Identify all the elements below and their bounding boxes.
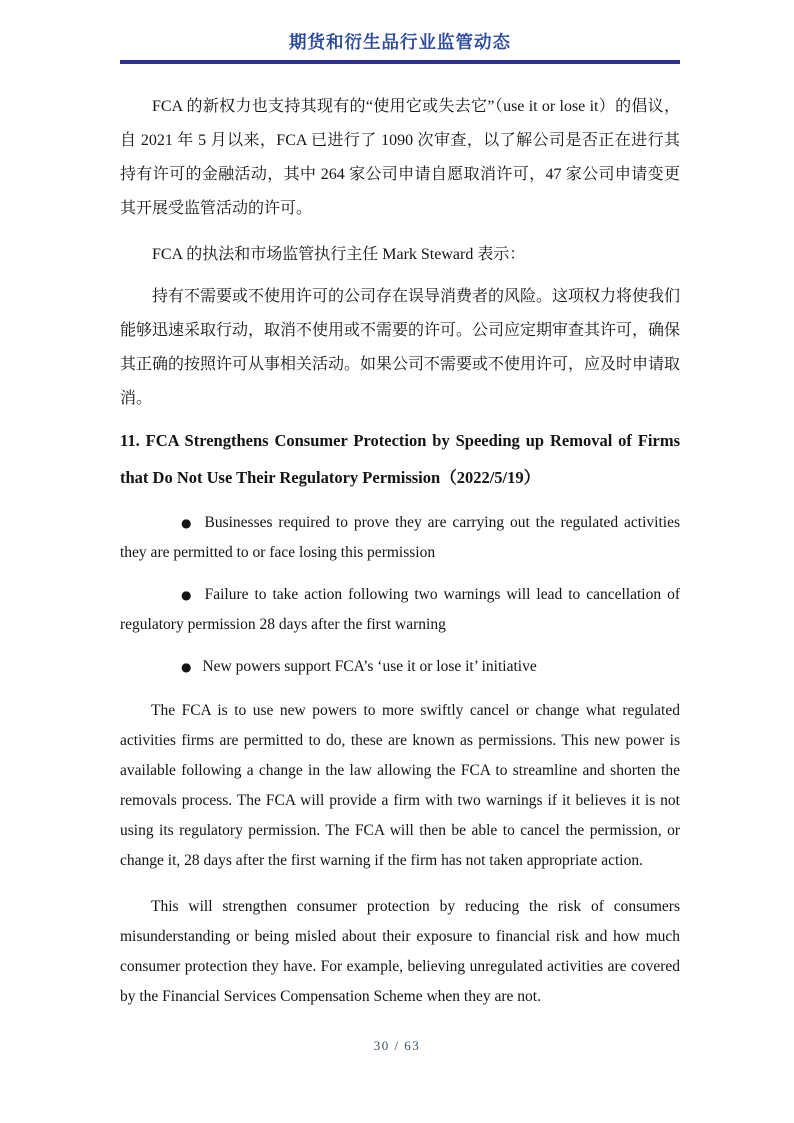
paragraph-en-consumer-protection: This will strengthen consumer protection by reducing the risk of consumers misunderstanding or being misled about their exposure to financial risk and how much consumer protection they have. For example, believing unregulated activities are covered by the Financial Services Compensation Scheme when they are not. — [120, 898, 680, 1005]
bullet-icon: ● — [181, 588, 194, 602]
bullet-text: Businesses required to prove they are carrying out the regulated activities they are permitted to or face losing this permission — [120, 514, 680, 561]
section-heading-11: 11. FCA Strengthens Consumer Protection by Speeding up Removal of Firms that Do Not Use Their Regulatory Permission（2022/5/19） — [120, 431, 680, 487]
paragraph-cn-quote: 持有不需要或不使用许可的公司存在误导消费者的风险。这项权力将使我们能够迅速采取行动，取消不使用或不需要的许可。公司应定期审查其许可，确保其正确的按照许可从事相关活动。如果公司不需要或不使用许可，应及时申请取消。 — [120, 288, 681, 407]
paragraph-cn-fca-powers: FCA 的新权力也支持其现有的“使用它或失去它”（use it or lose it）的倡议，自 2021 年 5 月以来，FCA 已进行了 1090 次审查，以了解公司是否正在进行其持有许可的金融活动，其中 264 家公司申请自愿取消许可，47 家公司申请变更其开展受监管活动的许可。 — [120, 98, 680, 217]
bullet-text: Failure to take action following two warnings will lead to cancellation of regulatory permission 28 days after the first warning — [120, 586, 680, 633]
header-divider — [120, 60, 680, 64]
bullet-item — [120, 580, 680, 640]
paragraph-en-new-powers: The FCA is to use new powers to more swiftly cancel or change what regulated activities firms are permitted to do, these are known as permissions. This new power is available following a change in the law allowing the FCA to streamline and shorten the removals process. The FCA will provide a firm with two warnings if it believes it is not using its regulatory permission. The FCA will then be able to cancel the permission, or change it, 28 days after the first warning if the firm has not taken appropriate action. — [120, 702, 680, 869]
bullet-icon: ● — [181, 516, 194, 530]
bullet-item — [120, 652, 680, 682]
paragraph-cn-mark-steward: FCA 的执法和市场监管执行主任 Mark Steward 表示： — [152, 246, 526, 263]
bullet-icon: ● — [181, 660, 192, 674]
document-header-title: 期货和衍生品行业监管动态 — [289, 32, 511, 52]
page-number: 30 / 63 — [373, 1038, 421, 1053]
bullet-text: New powers support FCA’s ‘use it or lose it’ initiative — [202, 658, 537, 675]
bullet-item — [120, 508, 680, 568]
